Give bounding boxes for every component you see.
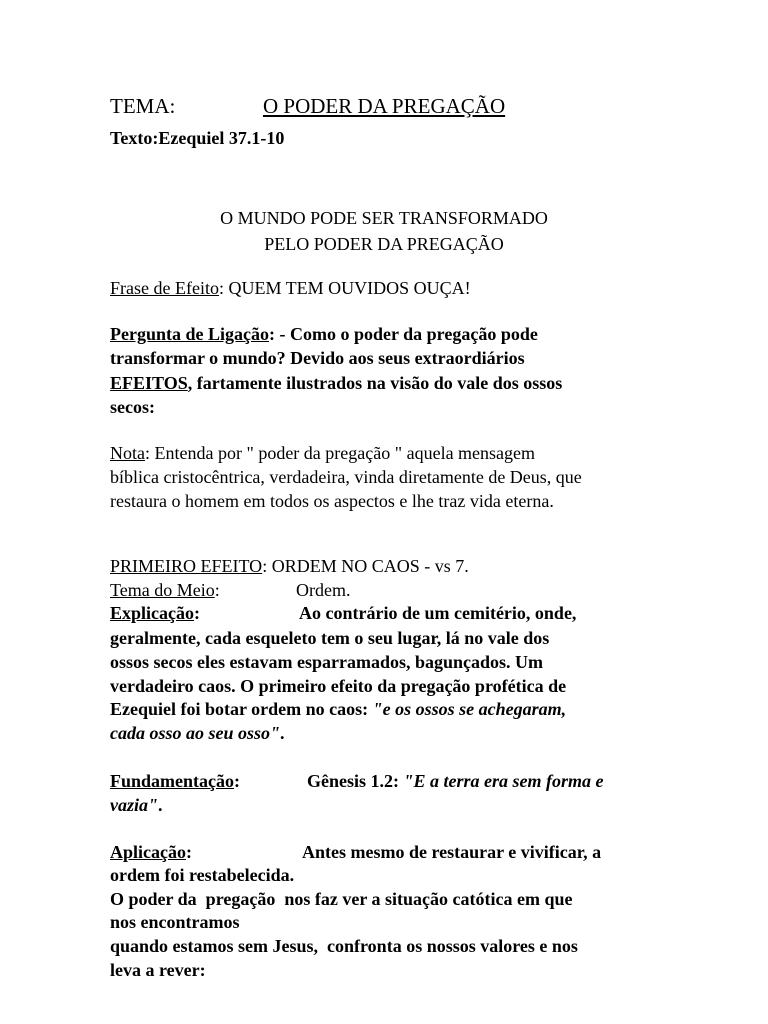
aplicacao-line-3: O poder da pregação nos faz ver a situação catótica em que <box>110 889 573 909</box>
pergunta-label: Pergunta de Ligação <box>110 324 269 344</box>
explicacao-line-2: geralmente, cada esqueleto tem o seu lugar, lá no vale dos <box>110 628 550 648</box>
tema-title: O PODER DA PREGAÇÃO <box>263 94 506 118</box>
tema-meio-value: Ordem. <box>296 580 351 600</box>
frase-line <box>110 279 471 297</box>
fundamentacao-text <box>307 772 603 790</box>
tema-meio-colon: : <box>214 580 220 600</box>
nota-text-1: : Entenda por " poder da pregação " aquela mensagem <box>145 443 536 463</box>
aplicacao-label: Aplicação <box>110 842 186 862</box>
tema-line <box>110 94 506 118</box>
fundamentacao-ref: Gênesis 1.2: <box>307 771 404 791</box>
aplicacao-line-1 <box>110 842 602 862</box>
explicacao-line-4: verdadeiro caos. O primeiro efeito da pregação profética de <box>110 676 567 696</box>
explicacao-text-1: Ao contrário de um cemitério, onde, <box>299 603 577 623</box>
fundamentacao-quote-1: "E a terra era sem forma e <box>403 771 604 791</box>
tema-label: TEMA: <box>110 94 176 118</box>
nota-line-3: restaura o homem em todos os aspectos e lhe traz vida eterna. <box>110 491 554 511</box>
aplicacao-line-5: quando estamos sem Jesus, confronta os nossos valores e nos <box>110 936 578 956</box>
nota-line-2: bíblica cristocêntrica, verdadeira, vinda diretamente de Deus, que <box>110 467 582 487</box>
fundamentacao-colon: : <box>234 771 241 791</box>
pergunta-text-1: : - Como o poder da pregação pode <box>269 324 538 344</box>
explicacao-label: Explicação <box>110 603 194 623</box>
explicacao-line-5 <box>110 700 566 718</box>
fundamentacao-quote-2: vazia" <box>110 795 158 815</box>
tema-meio-line <box>110 580 351 600</box>
pergunta-line-1 <box>110 325 538 343</box>
subtitle-line-1: O MUNDO PODE SER TRANSFORMADO <box>220 208 548 228</box>
explicacao-text-5: Ezequiel foi botar ordem no caos: <box>110 699 373 719</box>
explicacao-line-1 <box>110 603 577 623</box>
primeiro-efeito-label: PRIMEIRO EFEITO <box>110 556 263 576</box>
aplicacao-line-4: nos encontramos <box>110 912 240 932</box>
nota-label: Nota <box>110 443 145 463</box>
primeiro-efeito-text: : ORDEM NO CAOS - vs 7. <box>262 556 469 576</box>
texto-line: Texto:Ezequiel 37.1-10 <box>110 128 285 148</box>
explicacao-line-3: ossos secos eles estavam esparramados, bagunçados. Um <box>110 652 543 672</box>
explicacao-end: . <box>280 723 285 743</box>
aplicacao-colon: : <box>186 842 192 862</box>
fundamentacao-line-2 <box>110 796 163 814</box>
explicacao-line-6 <box>110 724 285 742</box>
subtitle-line-2: PELO PODER DA PREGAÇÃO <box>264 234 504 254</box>
nota-line-1 <box>110 444 535 462</box>
aplicacao-line-6: leva a rever: <box>110 960 206 980</box>
pergunta-line-2: transformar o mundo? Devido aos seus extraordiários <box>110 348 525 368</box>
pergunta-line-4: secos: <box>110 397 155 417</box>
fundamentacao-line-1 <box>110 771 604 791</box>
aplicacao-text-1: Antes mesmo de restaurar e vivificar, a <box>302 842 602 862</box>
explicacao-quote-2: cada osso ao seu osso" <box>110 723 281 743</box>
pergunta-text-3: , fartamente ilustrados na visão do vale dos ossos <box>187 373 563 393</box>
frase-label: Frase de Efeito <box>110 278 219 298</box>
explicacao-colon: : <box>194 603 200 623</box>
aplicacao-line-2: ordem foi restabelecida. <box>110 865 295 885</box>
frase-text: : QUEM TEM OUVIDOS OUÇA! <box>218 278 471 298</box>
fundamentacao-end: . <box>158 795 163 815</box>
pergunta-line-3 <box>110 374 562 392</box>
fundamentacao-label: Fundamentação <box>110 771 235 791</box>
efeitos-label: EFEITOS <box>110 373 188 393</box>
tema-meio-label: Tema do Meio <box>110 580 215 600</box>
primeiro-efeito-line <box>110 557 469 575</box>
explicacao-quote-1: "e os ossos se achegaram, <box>372 699 567 719</box>
